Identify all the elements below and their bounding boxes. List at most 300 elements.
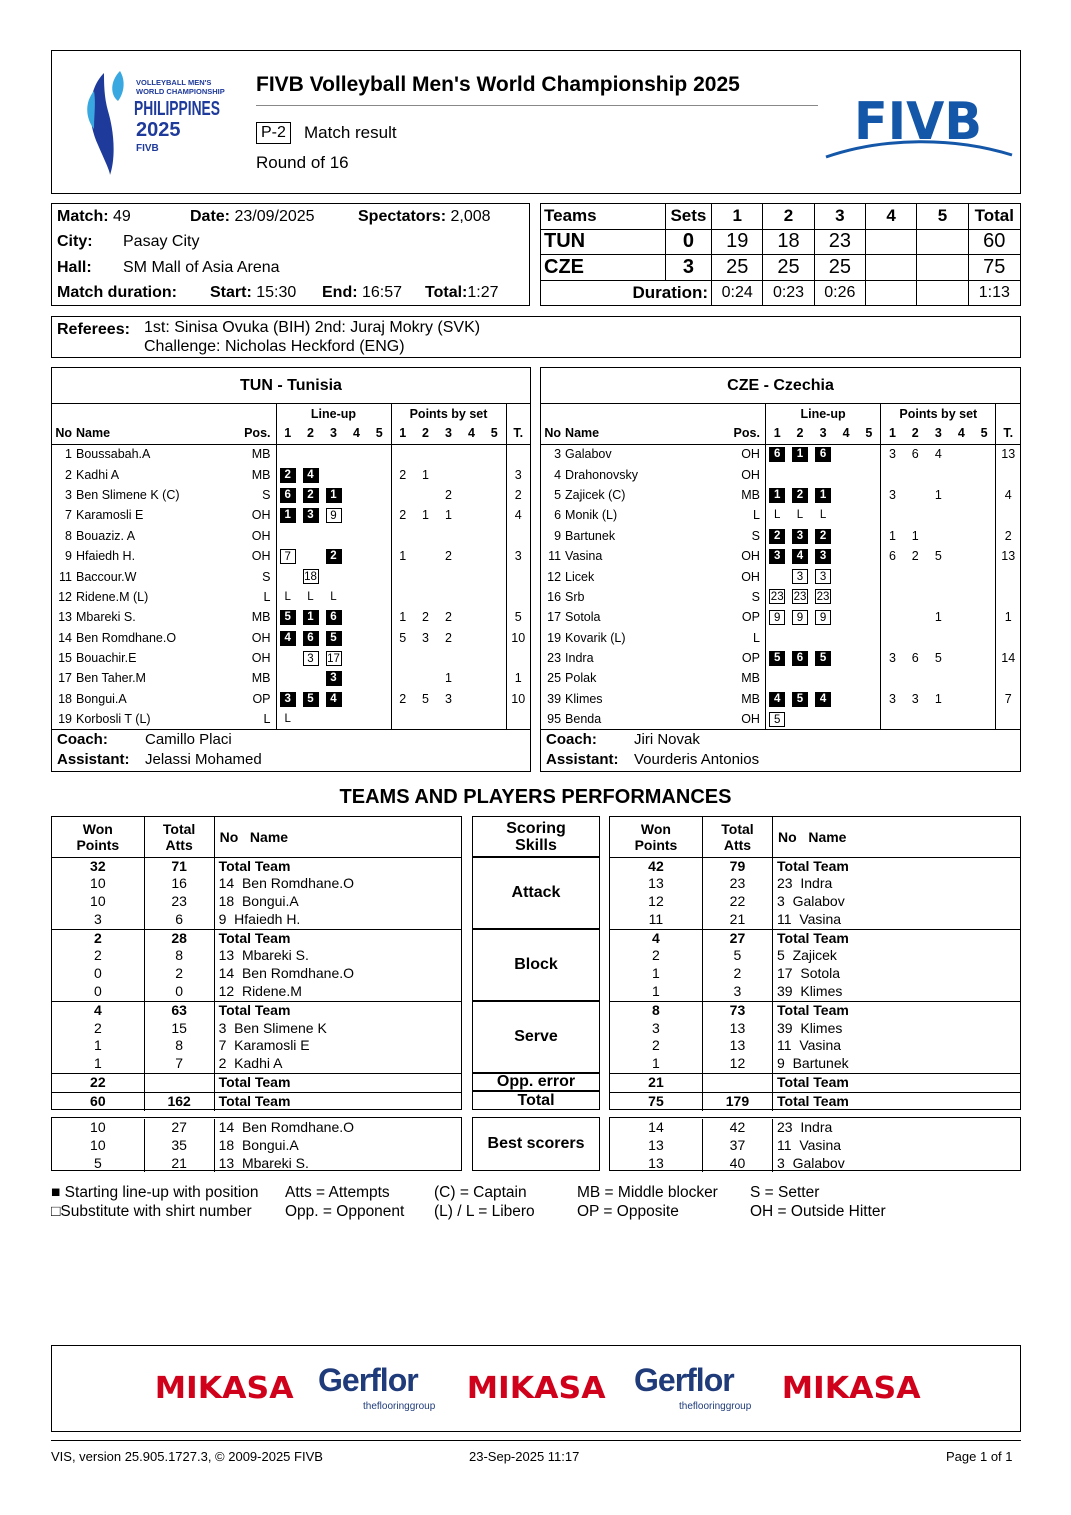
- libero-marker: L: [774, 509, 781, 522]
- player-entry: [773, 911, 1021, 929]
- starting-position-badge: 6: [815, 447, 831, 462]
- libero-marker: L: [330, 590, 337, 603]
- roster-column-header: [541, 423, 1020, 444]
- points-set-cell: 5: [934, 549, 942, 564]
- starting-position-badge: 2: [769, 529, 785, 544]
- total-attempts: 0: [144, 983, 214, 1001]
- starting-position-badge: 3: [326, 671, 342, 686]
- lineup-cell: [812, 587, 835, 607]
- player-name: Mbareki S.: [76, 610, 136, 625]
- total-attempts: 5: [702, 947, 772, 965]
- player-position: L: [752, 630, 760, 645]
- best-scorer-row: [610, 1137, 1020, 1155]
- player-row: [541, 689, 1020, 709]
- legend-libero: (L) / L = Libero: [434, 1203, 535, 1220]
- spacer: [234, 893, 242, 909]
- player-name: Drahonovsky: [565, 467, 638, 482]
- player-number: 14: [218, 965, 235, 982]
- lineup-cell: [788, 648, 811, 668]
- total-header-spacer: [506, 404, 530, 423]
- roster-title: CZE - Czechia: [541, 368, 1020, 404]
- lineup-cell: [322, 444, 345, 464]
- player-row: [52, 628, 530, 648]
- lineup-cell: [276, 587, 299, 607]
- skill-serve: [472, 1001, 600, 1073]
- player-name: Indra: [800, 1119, 833, 1135]
- won-points: 3: [93, 910, 102, 927]
- spacer: [234, 875, 242, 891]
- points-set-cell: [950, 464, 973, 484]
- sponsor-mikasa-logo: MIKASA: [781, 1371, 921, 1406]
- points-set-cell: [950, 546, 973, 566]
- player-entry: [773, 1092, 1021, 1110]
- player-name: Indra: [565, 651, 594, 666]
- player-number: 8: [65, 528, 72, 543]
- points-set-cell: [904, 628, 927, 648]
- total-attempts: [144, 1074, 214, 1093]
- lineup-cell: [276, 546, 299, 566]
- no-name-header: No Name: [773, 817, 1021, 857]
- player-name: Vasina: [799, 1037, 842, 1054]
- player-name: Kadhi A: [234, 1055, 283, 1072]
- player-number: 95: [547, 712, 562, 727]
- lineup-cell: [299, 648, 322, 668]
- player-name: Sotola: [800, 965, 841, 982]
- legend-oh: OH = Outside Hitter: [750, 1203, 886, 1220]
- lineup-cell: [345, 648, 368, 668]
- total-attempts: 15: [144, 1020, 214, 1038]
- referees-line1: 1st: Sinisa Ovuka (BIH) 2nd: Juraj Mokry (SVK): [144, 319, 481, 336]
- points-set-cell: [460, 566, 483, 586]
- total-attempts: 37: [702, 1137, 772, 1155]
- points-set-cell: 3: [881, 648, 904, 668]
- player-number: 2: [218, 1055, 227, 1072]
- start-label: Start:: [210, 284, 252, 301]
- lineup-cell: [835, 566, 858, 586]
- player-entry: [773, 1055, 1021, 1073]
- player-entry: [773, 1001, 1021, 1019]
- points-set-cell: 3: [422, 630, 429, 645]
- points-set-cell: [483, 607, 506, 627]
- points-set-cell: [391, 526, 414, 546]
- lineup-cell: [322, 607, 345, 627]
- total-attempts: 28: [144, 929, 214, 947]
- player-position: OH: [741, 569, 760, 584]
- sponsor-gerflor-tagline: theflooringgroup: [679, 1401, 752, 1412]
- player-entry: [773, 983, 1021, 1001]
- player-entry: [214, 1037, 461, 1055]
- player-name: Hfaiedh H.: [234, 910, 301, 927]
- starting-position-badge: 2: [815, 529, 831, 544]
- substitute-badge: 18: [304, 571, 317, 584]
- player-name: Karamosli E: [234, 1037, 310, 1054]
- col-name: Name: [76, 423, 240, 444]
- player-entry: [773, 929, 1021, 947]
- lineup-cell: [788, 668, 811, 688]
- player-row: [52, 709, 530, 729]
- lineup-cell: [765, 464, 788, 484]
- lineup-cell: [765, 526, 788, 546]
- spectators-count: 2,008: [450, 208, 491, 225]
- footer-version: VIS, version 25.905.1727.3, © 2009-2025 FIVB: [51, 1449, 323, 1464]
- points-set-cell: [437, 444, 460, 464]
- player-entry: [773, 965, 1021, 983]
- starting-position-badge: 2: [326, 549, 342, 564]
- performance-header: [52, 817, 461, 857]
- player-name: Ben Romdhane.O: [241, 875, 355, 892]
- lineup-cell: [299, 485, 322, 505]
- lineup-cell: [345, 628, 368, 648]
- total-attempts: [702, 1074, 772, 1093]
- points-total-cell: [996, 566, 1020, 586]
- points-total-cell: 4: [996, 485, 1020, 505]
- player-row: [52, 566, 530, 586]
- won-points: 10: [90, 875, 106, 892]
- points-total-cell: 1: [506, 668, 530, 688]
- lineup-cell: [276, 709, 299, 729]
- won-points: 4: [52, 1001, 144, 1019]
- points-set-cell: [437, 648, 460, 668]
- footer-divider: [51, 1440, 1021, 1441]
- player-stat-row: [52, 983, 461, 1001]
- points-set-cell: 5: [422, 691, 429, 706]
- lineup-cell: [812, 648, 835, 668]
- player-number: 3: [65, 487, 72, 502]
- player-entry: [214, 1119, 461, 1137]
- total-attempts: 2: [144, 965, 214, 983]
- won-points: 1: [93, 1037, 102, 1054]
- city-label: City:: [57, 233, 93, 250]
- player-position: S: [751, 589, 760, 604]
- points-set-cell: [950, 526, 973, 546]
- points-total-cell: [996, 505, 1020, 525]
- player-number: 13: [218, 1154, 235, 1171]
- player-number: 9: [554, 528, 562, 543]
- round-label: Round of 16: [256, 153, 349, 172]
- legend-atts: Atts = Attempts: [285, 1184, 390, 1201]
- player-name: Srb: [565, 589, 585, 604]
- player-name: Polak: [565, 671, 597, 686]
- won-header-line2: Points: [634, 836, 678, 853]
- player-name: Total Team: [218, 1074, 291, 1091]
- col-points-set: 2: [904, 423, 927, 444]
- starting-position-badge: 5: [303, 692, 319, 707]
- col-lineup-set: 5: [858, 423, 881, 444]
- libero-marker: L: [307, 590, 314, 603]
- points-set-cell: [437, 526, 460, 546]
- player-entry: [773, 1020, 1021, 1038]
- player-number: 39: [777, 983, 793, 1000]
- points-set-cell: 6: [911, 447, 919, 462]
- lineup-cell: [322, 485, 345, 505]
- points-set-cell: [881, 607, 904, 627]
- player-entry: [214, 1074, 461, 1093]
- player-name: Klimes: [565, 691, 603, 706]
- points-set-cell: [460, 485, 483, 505]
- player-number: 39: [777, 1019, 793, 1036]
- starting-position-badge: 4: [792, 549, 808, 564]
- skill-label: Attack: [511, 884, 561, 901]
- lineup-cell: [765, 628, 788, 648]
- score-set1: 19: [712, 229, 763, 255]
- lineup-cell: [835, 485, 858, 505]
- player-entry: [214, 1137, 461, 1155]
- total-attempts: 79: [702, 857, 772, 875]
- player-name: Bouaziz. A: [76, 528, 136, 543]
- starting-position-badge: 1: [303, 610, 319, 625]
- roster-header-spacer: [541, 404, 765, 423]
- points-set-cell: [904, 505, 927, 525]
- performance-table: [610, 817, 1020, 1111]
- spacer: [226, 1020, 234, 1036]
- player-stat-row: [52, 911, 461, 929]
- points-set-cell: [950, 689, 973, 709]
- lineup-cell: [368, 546, 391, 566]
- player-name: Total Team: [777, 1074, 849, 1091]
- lineup-cell: [765, 444, 788, 464]
- score-header-teams: Teams: [541, 204, 666, 230]
- won-points: 13: [648, 1154, 664, 1171]
- lineup-cell: [835, 587, 858, 607]
- player-position: OH: [251, 528, 271, 543]
- player-row: [52, 607, 530, 627]
- player-entry: [773, 1137, 1021, 1155]
- points-set-cell: [483, 505, 506, 525]
- performance-cze: [609, 816, 1021, 1110]
- spacer: [785, 947, 793, 963]
- lineup-cell: [276, 607, 299, 627]
- lineup-cell: [812, 444, 835, 464]
- won-points: 2: [652, 1037, 660, 1054]
- won-points: 12: [648, 893, 664, 910]
- substitute-badge: 23: [816, 591, 830, 604]
- points-set-cell: 3: [911, 691, 919, 706]
- player-position: MB: [251, 671, 271, 686]
- score-table: [540, 203, 1021, 306]
- starting-position-badge: 4: [303, 468, 319, 483]
- player-position: MB: [741, 671, 760, 686]
- lineup-cell: [788, 587, 811, 607]
- best-scorers-cze: [609, 1117, 1021, 1171]
- starting-position-badge: 1: [792, 447, 808, 462]
- points-set-cell: [973, 444, 996, 464]
- col-points-set: 2: [414, 423, 437, 444]
- lineup-cell: [368, 587, 391, 607]
- starting-position-badge: 3: [815, 549, 831, 564]
- won-points: 32: [90, 857, 106, 874]
- total-attempts: 21: [702, 911, 772, 929]
- player-name: Bongui.A: [76, 691, 127, 706]
- lineup-cell: [812, 485, 835, 505]
- won-header-line1: Won: [640, 820, 671, 837]
- score-set1: 25: [712, 255, 763, 281]
- lineup-cell: [765, 607, 788, 627]
- points-set-cell: 1: [391, 546, 414, 566]
- points-set-cell: 6: [881, 546, 904, 566]
- lineup-cell: [812, 464, 835, 484]
- points-set-cell: [414, 587, 437, 607]
- total-attempts: 8: [144, 1037, 214, 1055]
- player-number: 12: [547, 569, 562, 584]
- lineup-cell: [322, 505, 345, 525]
- player-row: [52, 546, 530, 566]
- points-by-set-header: Points by set: [881, 404, 996, 423]
- team-total-row: [610, 1001, 1020, 1019]
- assistant-label: Assistant:: [57, 751, 130, 768]
- points-set-cell: 1: [422, 467, 429, 482]
- player-name: Ben Romdhane.O: [241, 965, 355, 982]
- spacer: [234, 1155, 242, 1171]
- player-number: 25: [547, 671, 562, 686]
- won-points-header: [610, 817, 702, 857]
- player-stat-row: [52, 893, 461, 911]
- substitute-badge: 9: [815, 610, 831, 625]
- roster-table: [541, 404, 1020, 729]
- total-attempts: 27: [144, 1119, 214, 1137]
- player-position: OH: [251, 630, 271, 645]
- lineup-cell: [835, 546, 858, 566]
- roster-tun: [51, 367, 531, 772]
- lineup-cell: [299, 689, 322, 709]
- legend-col3: [434, 1183, 535, 1221]
- player-row: [52, 444, 530, 464]
- player-row: [52, 464, 530, 484]
- scoring-skills-line1: Scoring: [506, 819, 566, 837]
- player-stat-row: [610, 1020, 1020, 1038]
- substitute-badge: 9: [792, 610, 808, 625]
- lineup-cell: [858, 546, 881, 566]
- points-total-cell: 10: [506, 628, 530, 648]
- lineup-cell: [835, 689, 858, 709]
- points-set-cell: [927, 628, 950, 648]
- lineup-cell: [812, 505, 835, 525]
- won-points: 13: [648, 875, 664, 892]
- points-set-cell: [881, 505, 904, 525]
- lineup-cell: [345, 566, 368, 586]
- lineup-cell: [788, 464, 811, 484]
- assistant-name: Vourderis Antonios: [634, 751, 760, 768]
- lineup-cell: [322, 587, 345, 607]
- title-divider: [256, 105, 818, 106]
- points-set-cell: [973, 668, 996, 688]
- player-row: [52, 505, 530, 525]
- performance-table: [52, 817, 461, 1111]
- starting-position-badge: 3: [280, 692, 296, 707]
- points-set-cell: [483, 485, 506, 505]
- points-total-cell: 7: [996, 689, 1020, 709]
- duration-label: Duration:: [541, 280, 712, 306]
- lineup-cell: [322, 628, 345, 648]
- score-header-set4: 4: [865, 204, 916, 230]
- skill-label: Serve: [514, 1028, 558, 1045]
- points-set-cell: 2: [391, 689, 414, 709]
- points-total-cell: [996, 628, 1020, 648]
- lineup-cell: [765, 587, 788, 607]
- won-points: 8: [610, 1001, 702, 1019]
- won-points: 0: [93, 965, 102, 982]
- lineup-cell: [276, 526, 299, 546]
- player-name: Ben Romdhane.O: [241, 1119, 355, 1135]
- player-stat-row: [52, 875, 461, 893]
- player-number: 11: [777, 1136, 792, 1153]
- score-set4: [865, 229, 916, 255]
- player-position: MB: [741, 487, 760, 502]
- roster-group-header: [52, 404, 530, 423]
- lineup-cell: [788, 444, 811, 464]
- coach-name: Jiri Novak: [634, 731, 700, 748]
- scoring-skills-header: [472, 816, 600, 857]
- score-header-sets: Sets: [665, 204, 711, 230]
- sponsor-mikasa-logo: MIKASA: [466, 1371, 606, 1406]
- score-set4: [865, 255, 916, 281]
- points-set-cell: [483, 464, 506, 484]
- lineup-cell: [322, 526, 345, 546]
- points-set-cell: [460, 648, 483, 668]
- points-set-cell: [973, 485, 996, 505]
- won-header-line2: Points: [76, 836, 120, 853]
- atts-header-line1: Total: [721, 820, 754, 837]
- starting-position-badge: 6: [769, 447, 785, 462]
- end-label: End:: [322, 284, 358, 301]
- player-row: [541, 587, 1020, 607]
- points-set-cell: [904, 485, 927, 505]
- lineup-cell: [858, 566, 881, 586]
- starting-position-badge: 5: [769, 651, 785, 666]
- spacer: [234, 1119, 242, 1135]
- won-points: 2: [52, 929, 144, 947]
- lineup-cell: [858, 648, 881, 668]
- points-set-cell: 5: [934, 651, 942, 666]
- player-entry: [773, 1155, 1021, 1173]
- team-total-row: [610, 1074, 1020, 1093]
- spacer: [785, 1155, 793, 1171]
- player-position: S: [262, 569, 271, 584]
- player-row: [541, 648, 1020, 668]
- lineup-cell: [299, 668, 322, 688]
- player-entry: [214, 911, 461, 929]
- substitute-badge: 17: [327, 652, 340, 665]
- total-attempts: 179: [702, 1092, 772, 1110]
- player-name: Total Team: [218, 1092, 291, 1109]
- substitute-badge: 23: [770, 591, 784, 604]
- points-set-cell: [950, 444, 973, 464]
- libero-marker: L: [796, 509, 804, 522]
- player-number: 11: [548, 549, 562, 564]
- player-name: Korbosli T (L): [76, 712, 151, 727]
- won-points: 10: [90, 1119, 106, 1135]
- lineup-cell: [276, 668, 299, 688]
- roster-group-header: [541, 404, 1020, 423]
- lineup-cell: [812, 668, 835, 688]
- points-set-cell: 3: [445, 691, 452, 706]
- player-name: Indra: [800, 875, 833, 892]
- match-label: Match:: [57, 208, 109, 225]
- player-number: 3: [218, 1019, 227, 1036]
- player-number: 11: [777, 1037, 792, 1054]
- starting-position-badge: 6: [792, 651, 808, 666]
- player-name: Total Team: [218, 929, 291, 946]
- points-set-cell: [904, 464, 927, 484]
- points-set-cell: [881, 628, 904, 648]
- lineup-cell: [322, 689, 345, 709]
- col-lineup-set: 4: [345, 423, 368, 444]
- total-attempts: 27: [702, 929, 772, 947]
- points-set-cell: [391, 648, 414, 668]
- coach-label: Coach:: [57, 731, 108, 748]
- player-name: Vasina: [799, 910, 842, 927]
- coach-block: [541, 729, 1020, 771]
- player-name: Total Team: [218, 1001, 291, 1018]
